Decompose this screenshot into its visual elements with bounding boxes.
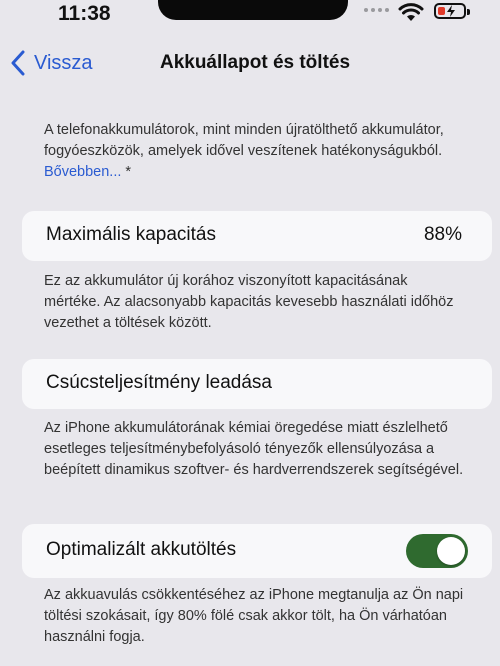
dynamic-island [158,0,348,20]
status-time: 11:38 [58,2,111,25]
optimized-charging-row [22,524,492,578]
peak-performance-row[interactable] [22,359,492,409]
status-bar [0,0,500,30]
battery-charging-icon [434,3,466,19]
peak-performance-label: Csúcsteljesítmény leadása [46,372,272,393]
navigation-bar [0,44,500,84]
optimized-charging-note: Az akkuavulás csökkentéséhez az iPhone megtanulja az Ön napi töltési szokásait, így 80% fölé csak akkor tölt, ha Ön várhatóan használni fogja. [44,587,464,645]
intro-description [44,120,464,183]
wifi-icon [398,2,424,22]
back-label[interactable]: Vissza [34,51,93,74]
learn-more-link[interactable]: Bővebben... [44,164,122,180]
cellular-signal-icon [364,8,389,12]
max-capacity-note: Ez az akkumulátor új korához viszonyított kapacitásának mértéke. Az alacsonyabb kapacitás kevesebb használati időhöz vezethet a töltések között. [44,273,454,331]
optimized-charging-toggle[interactable] [406,534,468,568]
toggle-knob [437,537,465,565]
optimized-charging-label: Optimalizált akkutöltés [46,539,237,560]
page-title: Akkuállapot és töltés [159,52,351,73]
max-capacity-value: 88% [423,224,462,245]
battery-tip [467,9,470,15]
max-capacity-row [22,211,492,261]
intro-text: A telefonakkumulátorok, mint minden újratölthető akkumulátor, fogyóeszközök, amelyek idővel veszítenek hatékonyságukból. [44,122,444,159]
peak-performance-note: Az iPhone akkumulátorának kémiai öregedése miatt észlelhető esetleges teljesítménybefolyásoló tényezők ellensúlyozása a beépített dinamikus szoftver- és hardverrendszerek segítségével. [44,420,464,478]
max-capacity-label: Maximális kapacitás [46,224,216,245]
intro-suffix: * [121,164,132,180]
